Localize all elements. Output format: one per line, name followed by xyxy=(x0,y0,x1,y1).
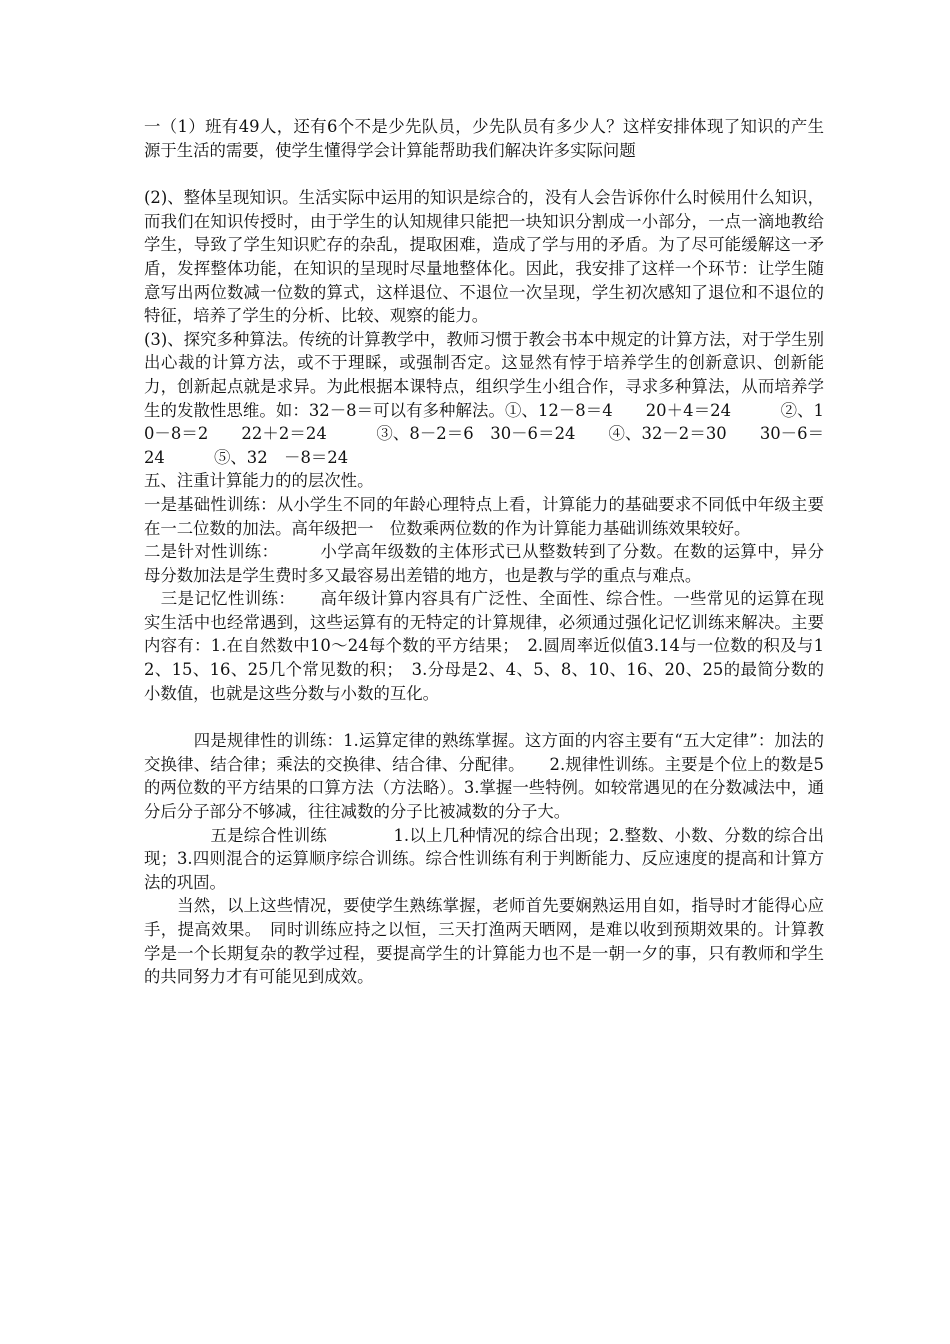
paragraph-basic-training: 一是基础性训练：从小学生不同的年龄心理特点上看，计算能力的基础要求不同低中年级主要在一二位数的加法。高年级把一 位数乘两位数的作为计算能力基础训练效果较好。 xyxy=(144,494,824,538)
paragraph-multiple-algorithms: (3)、探究多种算法。传统的计算教学中，教师习惯于教会书本中规定的计算方法，对于学生别出心裁的计算方法，或不于理睬，或强制否定。这显然有悖于培养学生的创新意识、创新能力，创新起点就是求异。为此根据本课特点，组织学生小组合作，寻求多种算法，从而培养学生的发散性思维。如：32－8＝可以有多种解法。①、12－8＝4 20＋4＝24 ②、10－8＝2 22＋2＝24 ③、8－2＝6 30－6＝24 ④、32－2＝30 30－6＝24 ⑤、32 －8＝24 xyxy=(144,329,824,467)
paragraph-comprehensive-training: 五是综合性训练 1.以上几种情况的综合出现；2.整数、小数、分数的综合出现；3.四则混合的运算顺序综合训练。综合性训练有利于判断能力、反应速度的提高和计算方法的巩固。 xyxy=(144,825,824,892)
document-body xyxy=(144,115,824,989)
paragraph-whole-knowledge: (2)、整体呈现知识。生活实际中运用的知识是综合的，没有人会告诉你什么时候用什么知识，而我们在知识传授时，由于学生的认知规律只能把一块知识分割成一小部分，一点一滴地教给学生，导致了学生知识贮存的杂乱，提取困难，造成了学与用的矛盾。为了尽可能缓解这一矛盾，发挥整体功能，在知识的呈现时尽量地整体化。因此，我安排了这样一个环节：让学生随意写出两位数减一位数的算式，这样退位、不退位一次呈现，学生初次感知了退位和不退位的特征，培养了学生的分析、比较、观察的能力。 xyxy=(144,188,824,326)
paragraph-rule-training: 四是规律性的训练：1.运算定律的熟练掌握。这方面的内容主要有“五大定律”：加法的交换律、结合律；乘法的交换律、结合律、分配律。 2.规律性训练。主要是个位上的数是5的两位数的平方结果的口算方法（方法略）。3.掌握一些特例。如较常遇见的在分数减法中，通分后分子部分不够减，往往减数的分子比被减数的分子大。 xyxy=(144,731,824,822)
section-heading-levels: 五、注重计算能力的的层次性。 xyxy=(144,471,374,491)
paragraph-intro-example: 一（1）班有49人，还有6个不是少先队员，少先队员有多少人？这样安排体现了知识的产生源于生活的需要，使学生懂得学会计算能帮助我们解决许多实际问题 xyxy=(144,117,824,160)
paragraph-conclusion: 当然，以上这些情况，要使学生熟练掌握，老师首先要娴熟运用自如，指导时才能得心应手，提高效果。 同时训练应持之以恒，三天打渔两天晒网，是难以收到预期效果的。计算教学是一个长期复杂的教学过程，要提高学生的计算能力也不是一朝一夕的事，只有教师和学生的共同努力才有可能见到成效。 xyxy=(144,896,824,987)
paragraph-memory-training: 三是记忆性训练： 高年级计算内容具有广泛性、全面性、综合性。一些常见的运算在现实生活中也经常遇到，这些运算有的无特定的计算规律，必须通过强化记忆训练来解决。主要内容有：1.在自然数中10～24每个数的平方结果； 2.圆周率近似值3.14与一位数的积及与12、15、16、25几个常见数的积； 3.分母是2、4、5、8、10、16、20、25的最简分数的小数值，也就是这些分数与小数的互化。 xyxy=(144,589,824,703)
paragraph-targeted-training: 二是针对性训练： 小学高年级数的主体形式已从整数转到了分数。在数的运算中，异分母分数加法是学生费时多又最容易出差错的地方，也是教与学的重点与难点。 xyxy=(144,542,824,585)
